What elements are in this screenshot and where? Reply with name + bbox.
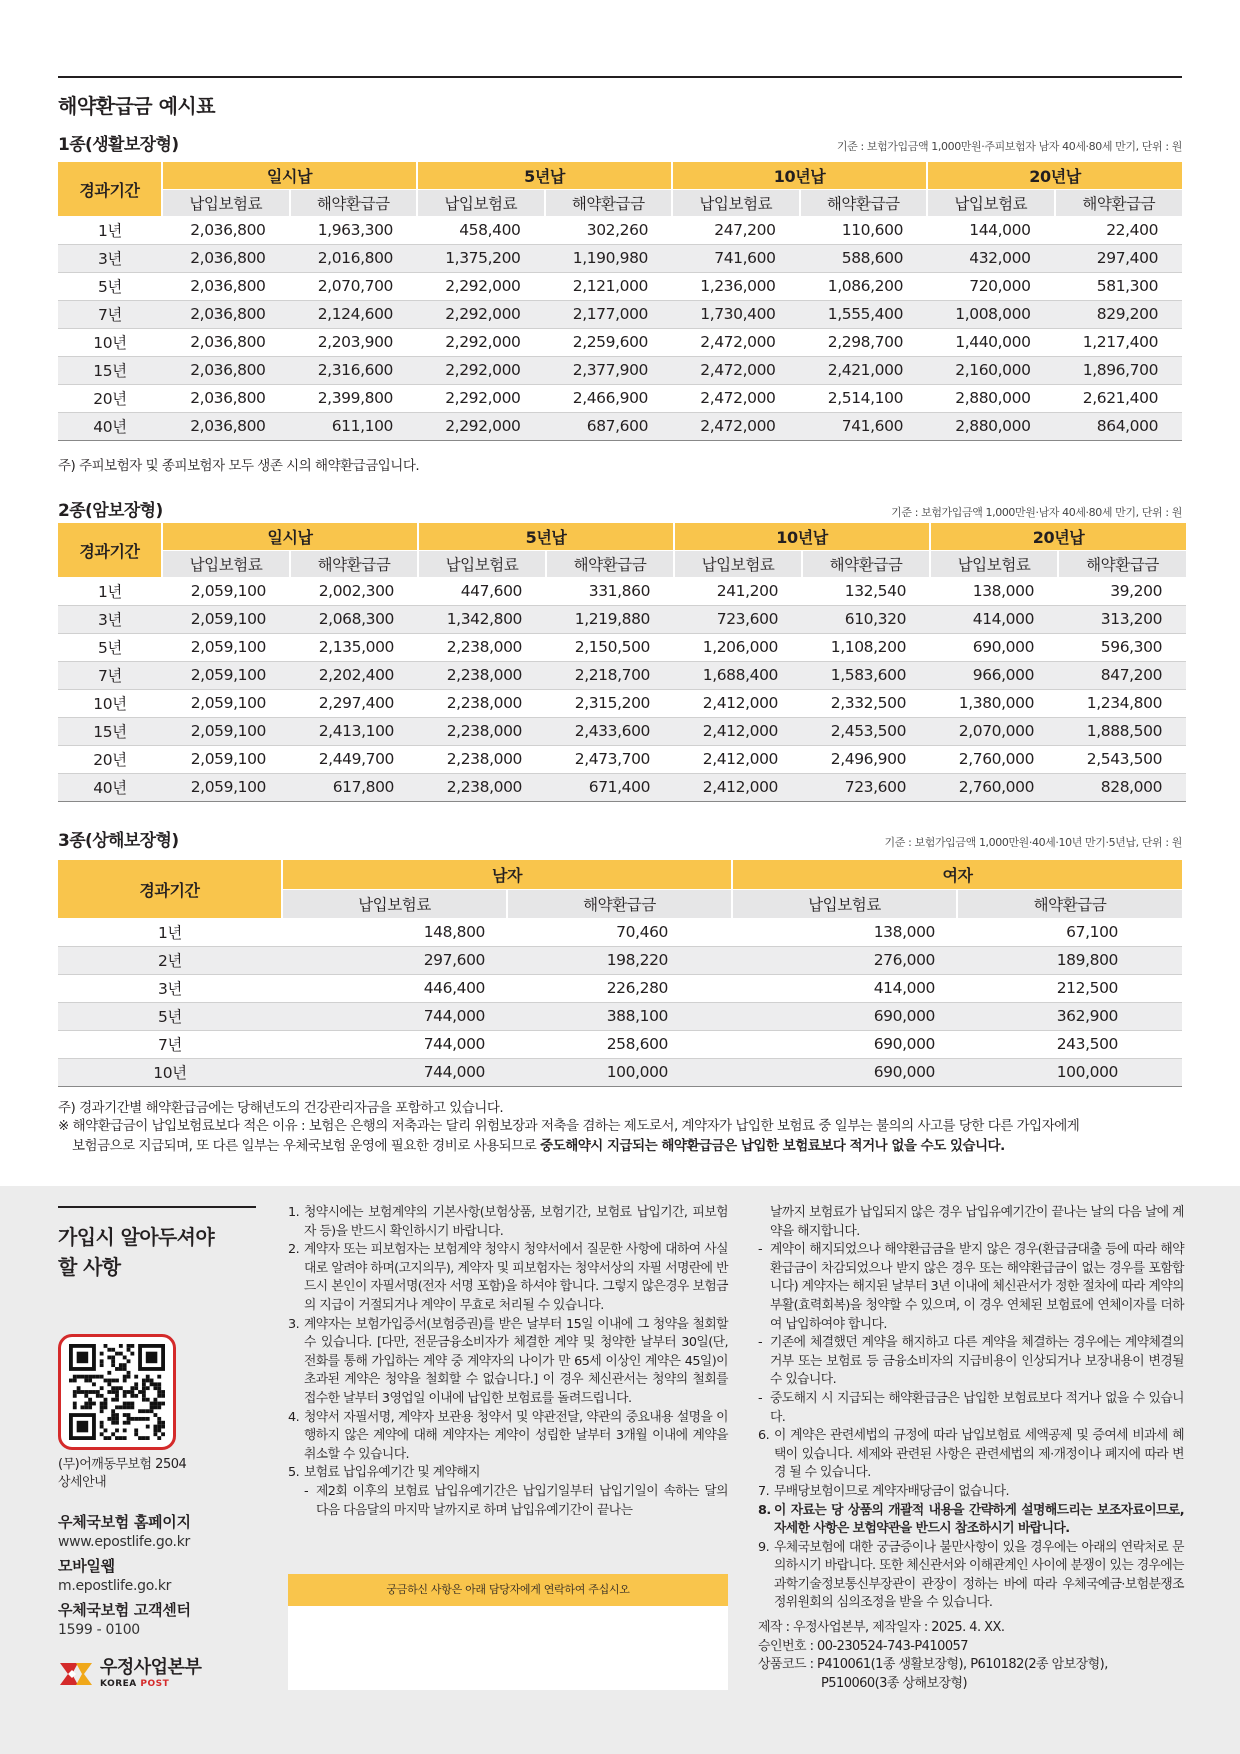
premium-cell: 2,059,100 [162,661,290,689]
refund-cell: 2,621,400 [1055,384,1183,412]
mobile-link[interactable]: m.epostlife.go.kr [58,1578,172,1594]
period-cell: 10년 [58,689,162,717]
section-1-title: 1종(생활보장형) [58,135,179,155]
premium-header: 납입보험료 [282,889,507,918]
refund-cell: 588,600 [800,244,928,272]
refund-cell: 1,217,400 [1055,328,1183,356]
notice-subitem: - 제2회 이후의 보험료 납입유예기간은 납입기일부터 납입기일이 속하는 달의 다음 다음달의 마지막 날까지로 하며 납입유예기간이 끝나는 [304,1483,728,1518]
period-cell: 10년 [58,328,162,356]
refund-cell: 2,514,100 [800,384,928,412]
section-3-footnote: 주) 경과기간별 해약환급금에는 당해년도의 건강관리자금을 포함하고 있습니다. [58,1100,504,1116]
refund-cell: 198,220 [507,946,732,974]
period-cell: 1년 [58,577,162,605]
refund-cell: 2,315,200 [546,689,674,717]
refund-cell: 2,496,900 [802,745,930,773]
notice-item-important: 8. 이 자료는 당 상품의 개괄적 내용을 간략하게 설명해드리는 보조자료이므로, 자세한 사항은 보험약관을 반드시 참조하시기 바랍니다. [758,1502,1184,1537]
refund-cell: 362,900 [957,1002,1182,1030]
refund-cell: 1,086,200 [800,272,928,300]
premium-cell: 2,070,000 [930,717,1058,745]
premium-cell: 2,238,000 [418,717,546,745]
top-rule [58,76,1182,78]
premium-cell: 2,036,800 [162,356,290,384]
premium-cell: 2,238,000 [418,633,546,661]
period-header: 경과기간 [58,162,162,216]
period-cell: 5년 [58,1002,282,1030]
group-header: 5년납 [417,162,672,189]
premium-cell: 2,472,000 [672,412,800,440]
premium-cell: 2,059,100 [162,689,290,717]
premium-cell: 2,412,000 [674,689,802,717]
korea-post-logo: 우정사업본부 KOREA POST [58,1658,201,1690]
refund-cell: 110,600 [800,216,928,244]
premium-cell: 2,880,000 [927,412,1055,440]
refund-cell: 2,121,000 [545,272,673,300]
premium-cell: 414,000 [732,974,957,1002]
table-row [58,918,1182,946]
refund-cell: 313,200 [1058,605,1186,633]
refund-cell: 67,100 [957,918,1182,946]
group-header: 일시납 [162,523,418,550]
qr-caption: (무)어깨동무보험 2504 상세안내 [58,1457,187,1490]
premium-cell: 2,472,000 [672,328,800,356]
refund-cell: 723,600 [802,773,930,801]
notice-item: 4. 청약서 자필서명, 계약자 보관용 청약서 및 약관전달, 약관의 중요내용 설명을 이행하지 않은 계약에 대해 계약자는 계약이 성립한 날부터 3개월 이내에 계약을 취소할 수 있습니다. [288,1409,728,1462]
refund-cell: 2,466,900 [545,384,673,412]
refund-cell: 741,600 [800,412,928,440]
refund-cell: 2,473,700 [546,745,674,773]
premium-cell: 1,206,000 [674,633,802,661]
section-2-title: 2종(암보장형) [58,501,163,521]
refund-cell: 2,202,400 [290,661,418,689]
refund-cell: 2,218,700 [546,661,674,689]
premium-cell: 2,036,800 [162,272,290,300]
premium-cell: 1,380,000 [930,689,1058,717]
premium-cell: 297,600 [282,946,507,974]
notice-subitem-continued: 날까지 보험료가 납입되지 않은 경우 납입유예기간이 끝나는 날의 다음 날에 계약을 해지합니다. [770,1205,1184,1239]
table-row [58,689,1186,717]
premium-cell: 148,800 [282,918,507,946]
refund-cell: 1,219,880 [546,605,674,633]
refund-cell: 2,124,600 [290,300,418,328]
call-center-phone[interactable]: 1599 - 0100 [58,1622,140,1638]
refund-cell: 2,316,600 [290,356,418,384]
refund-header: 해약환급금 [800,189,928,216]
refund-cell: 70,460 [507,918,732,946]
refund-cell: 100,000 [507,1058,732,1086]
refund-cell: 1,234,800 [1058,689,1186,717]
premium-cell: 458,400 [417,216,545,244]
premium-cell: 2,412,000 [674,773,802,801]
group-header: 일시납 [162,162,417,189]
refund-cell: 2,332,500 [802,689,930,717]
table-row [58,773,1186,801]
premium-cell: 966,000 [930,661,1058,689]
premium-cell: 2,059,100 [162,717,290,745]
refund-cell: 2,068,300 [290,605,418,633]
premium-cell: 2,238,000 [418,689,546,717]
premium-cell: 414,000 [930,605,1058,633]
premium-cell: 2,036,800 [162,244,290,272]
premium-header: 납입보험료 [672,189,800,216]
table-row [58,946,1182,974]
premium-cell: 432,000 [927,244,1055,272]
premium-cell: 690,000 [732,1058,957,1086]
table-row [58,244,1182,272]
refund-header: 해약환급금 [290,550,418,577]
premium-cell: 144,000 [927,216,1055,244]
notice-item: 5. 보험료 납입유예기간 및 계약해지 [288,1465,480,1481]
section-1-footnote: 주) 주피보험자 및 종피보험자 모두 생존 시의 해약환급금입니다. [58,458,420,474]
period-cell: 20년 [58,384,162,412]
refund-cell: 1,583,600 [802,661,930,689]
contact-info [58,1512,258,1640]
notice-list-right [758,1204,1184,1693]
surrender-table-1 [58,162,1182,441]
notice-item: 3. 계약자는 보험가입증서(보험증권)를 받은 날부터 15일 이내에 그 청약을 철회할 수 있습니다. [다만, 전문금융소비자가 체결한 계약 및 청약한 날부터 30일(단, 전화를 통해 가입하는 계약 중 계약자의 나이가 만 65세 이상인 계약은 45일)이 초과된 계약은 청약을 철회할 수 없습니다.] 이 경우 체신관서는 청약의 철회를 접수한 날부터 3영업일 이내에 납입한 보험료를 돌려드립니다. [288,1316,728,1406]
premium-header: 납입보험료 [162,550,290,577]
refund-cell: 331,860 [546,577,674,605]
premium-cell: 2,059,100 [162,745,290,773]
section-3-title: 3종(상해보장형) [58,831,179,851]
refund-cell: 2,453,500 [802,717,930,745]
refund-cell: 2,433,600 [546,717,674,745]
premium-cell: 2,036,800 [162,384,290,412]
period-header: 경과기간 [58,860,282,918]
qr-code-icon [69,1344,165,1440]
period-cell: 40년 [58,412,162,440]
period-cell: 40년 [58,773,162,801]
surrender-table-3 [58,860,1182,1087]
premium-header: 납입보험료 [732,889,957,918]
refund-header: 해약환급금 [802,550,930,577]
table-row [58,1058,1182,1086]
premium-cell: 2,760,000 [930,773,1058,801]
group-header: 10년납 [672,162,927,189]
premium-cell: 2,292,000 [417,300,545,328]
refund-header: 해약환급금 [1055,189,1183,216]
premium-cell: 447,600 [418,577,546,605]
period-cell: 15년 [58,356,162,384]
premium-cell: 690,000 [732,1030,957,1058]
premium-cell: 2,292,000 [417,384,545,412]
premium-cell: 138,000 [732,918,957,946]
refund-cell: 2,016,800 [290,244,418,272]
notice-item: 6. 이 계약은 관련세법의 규정에 따라 납입보험료 세액공제 및 증여세 비과세 혜택이 있습니다. 세제와 관련된 사항은 관련세법의 제·개정이나 폐지에 따라 변경 될 수 있습니다. [758,1428,1184,1481]
premium-cell: 2,160,000 [927,356,1055,384]
premium-cell: 276,000 [732,946,957,974]
group-header: 10년납 [674,523,930,550]
premium-cell: 723,600 [674,605,802,633]
refund-cell: 1,108,200 [802,633,930,661]
premium-cell: 241,200 [674,577,802,605]
contact-bar: 궁금하신 사항은 아래 담당자에게 연락하여 주십시오 [288,1574,728,1606]
premium-cell: 2,059,100 [162,773,290,801]
premium-cell: 690,000 [732,1002,957,1030]
premium-cell: 1,375,200 [417,244,545,272]
premium-cell: 1,342,800 [418,605,546,633]
period-cell: 5년 [58,272,162,300]
group-header: 남자 [282,860,732,889]
refund-cell: 617,800 [290,773,418,801]
refund-cell: 828,000 [1058,773,1186,801]
group-header: 20년납 [927,162,1182,189]
premium-header: 납입보험료 [417,189,545,216]
section-1-note: 기준 : 보험가입금액 1,000만원·주피보험자 남자 40세·80세 만기, 단위 : 원 [836,140,1182,153]
refund-cell: 2,259,600 [545,328,673,356]
premium-cell: 2,036,800 [162,412,290,440]
refund-cell: 39,200 [1058,577,1186,605]
notice-item: 7. 무배당보험이므로 계약자배당금이 없습니다. [758,1483,1009,1499]
section-2-note: 기준 : 보험가입금액 1,000만원·남자 40세·80세 만기, 단위 : 원 [891,506,1182,519]
refund-cell: 829,200 [1055,300,1183,328]
homepage-link[interactable]: www.epostlife.go.kr [58,1534,190,1550]
premium-header: 납입보험료 [418,550,546,577]
period-cell: 7년 [58,1030,282,1058]
premium-cell: 690,000 [930,633,1058,661]
period-cell: 20년 [58,745,162,773]
period-cell: 1년 [58,918,282,946]
refund-cell: 2,177,000 [545,300,673,328]
premium-cell: 1,730,400 [672,300,800,328]
table-row [58,272,1182,300]
table-row [58,300,1182,328]
refund-cell: 2,070,700 [290,272,418,300]
notice-item: 9. 우체국보험에 대한 궁금증이나 불만사항이 있을 경우에는 아래의 연락처로 문의하시기 바랍니다. 또한 체신관서와 이해관계인 사이에 분쟁이 있는 경우에는 과학기술정보통신부장관이 관장이 정하는 바에 따라 우체국예금·보험분쟁조정위원회의 심의조정을 받을 수 있습니다. [758,1539,1184,1611]
period-cell: 7년 [58,300,162,328]
table-row [58,577,1186,605]
premium-cell: 744,000 [282,1002,507,1030]
notice-subitem: - 기존에 체결했던 계약을 해지하고 다른 계약을 체결하는 경우에는 계약체결의 거부 또는 보험료 등 금융소비자의 지급비용이 인상되거나 보장내용이 변경될 수 있습니다. [758,1335,1184,1388]
refund-cell: 581,300 [1055,272,1183,300]
refund-header: 해약환급금 [546,550,674,577]
production-info: 제작 : 우정사업본부, 제작일자 : 2025. 4. XX. 승인번호 : 00-230524-743-P410057 상품코드 : P410061(1종 생활보장형), P610182(2종 암보장형), P510060(3종 상해보장형) [758,1620,1108,1691]
refund-cell: 847,200 [1058,661,1186,689]
premium-header: 납입보험료 [930,550,1058,577]
premium-cell: 2,036,800 [162,328,290,356]
table-row [58,745,1186,773]
refund-cell: 2,203,900 [290,328,418,356]
refund-cell: 22,400 [1055,216,1183,244]
refund-cell: 2,002,300 [290,577,418,605]
refund-cell: 388,100 [507,1002,732,1030]
premium-cell: 2,292,000 [417,412,545,440]
premium-cell: 2,059,100 [162,605,290,633]
table-row [58,328,1182,356]
premium-cell: 247,200 [672,216,800,244]
korea-post-logo-icon [58,1659,94,1689]
period-cell: 15년 [58,717,162,745]
page-title: 해약환급금 예시표 [58,94,216,118]
surrender-reason-note: ※ 해약환급금이 납입보험료보다 적은 이유 : 보험은 은행의 저축과는 달리 위험보장과 저축을 겸하는 제도로서, 계약자가 납입한 보험료 중 일부는 불의의 사고를 당한 다른 가입자에게 보험금으로 지급되며, 또 다른 일부는 우체국보험 운영에 필요한 경비로 사용되므로 중도해약시 지급되는 해약환급금은 납입한 보험료보다 적거나 없을 수도 있습니다. [58,1118,1080,1154]
table-row [58,974,1182,1002]
refund-cell: 2,413,100 [290,717,418,745]
refund-cell: 864,000 [1055,412,1183,440]
premium-cell: 138,000 [930,577,1058,605]
refund-cell: 1,555,400 [800,300,928,328]
period-cell: 3년 [58,605,162,633]
refund-cell: 1,190,980 [545,244,673,272]
refund-header: 해약환급금 [957,889,1182,918]
notice-list-left [288,1204,728,1520]
notice-item: 1. 청약시에는 보험계약의 기본사항(보험상품, 보험기간, 보험료 납입기간, 피보험자 등)을 반드시 확인하시기 바랍니다. [288,1205,728,1239]
period-cell: 5년 [58,633,162,661]
refund-header: 해약환급금 [1058,550,1186,577]
period-cell: 1년 [58,216,162,244]
refund-cell: 2,135,000 [290,633,418,661]
refund-cell: 189,800 [957,946,1182,974]
notice-subitem: - 중도해지 시 지급되는 해약환급금은 납입한 보험료보다 적거나 없을 수 있습니다. [758,1390,1184,1425]
notice-item: 2. 계약자 또는 피보험자는 보험계약 청약시 청약서에서 질문한 사항에 대하여 사실대로 알려야 하며(고지의무), 계약자 및 피보험자는 청약서상의 자필 서명란에 반드시 본인이 자필서명(전자 서명 포함)을 하셔야 합니다. 그렇지 않은경우 보험금의 지급이 거절되거나 계약이 무효로 처리될 수 있습니다. [288,1242,728,1313]
premium-cell: 2,238,000 [418,773,546,801]
notice-panel [0,1186,1240,1754]
table-row [58,412,1182,440]
refund-cell: 1,888,500 [1058,717,1186,745]
table-row [58,356,1182,384]
surrender-table-2 [58,523,1186,802]
premium-cell: 2,292,000 [417,272,545,300]
group-header: 20년납 [930,523,1186,550]
refund-cell: 2,399,800 [290,384,418,412]
premium-cell: 2,880,000 [927,384,1055,412]
premium-cell: 2,292,000 [417,328,545,356]
notice-subitem: - 계약이 해지되었으나 해약환급금을 받지 않은 경우(환급금대출 등에 따라 해약환급금이 차감되었으나 받지 않은 경우 또는 해약환급금이 없는 경우를 포함합니다) 계약자는 해지된 날부터 3년 이내에 체신관서가 정한 절차에 따라 계약의 부활(효력회복)을 청약할 수 있으며, 이 경우 연체된 보험료에 연체이자를 더하여 납입하여야 합니다. [758,1242,1184,1332]
refund-cell: 2,297,400 [290,689,418,717]
refund-cell: 132,540 [802,577,930,605]
premium-cell: 2,472,000 [672,384,800,412]
premium-cell: 1,440,000 [927,328,1055,356]
premium-cell: 744,000 [282,1030,507,1058]
period-header: 경과기간 [58,523,162,577]
refund-cell: 2,543,500 [1058,745,1186,773]
refund-cell: 2,449,700 [290,745,418,773]
refund-cell: 610,320 [802,605,930,633]
table-row [58,1002,1182,1030]
refund-cell: 258,600 [507,1030,732,1058]
notice-rule [58,1206,256,1208]
premium-cell: 2,238,000 [418,661,546,689]
notice-title: 가입시 알아두셔야 할 사항 [58,1225,215,1279]
table-row [58,633,1186,661]
table-row [58,661,1186,689]
premium-cell: 2,472,000 [672,356,800,384]
refund-cell: 2,377,900 [545,356,673,384]
group-header: 여자 [732,860,1182,889]
premium-cell: 720,000 [927,272,1055,300]
qr-code[interactable] [58,1334,176,1450]
refund-cell: 243,500 [957,1030,1182,1058]
table-row [58,605,1186,633]
premium-cell: 2,412,000 [674,717,802,745]
premium-header: 납입보험료 [162,189,290,216]
refund-cell: 226,280 [507,974,732,1002]
refund-cell: 100,000 [957,1058,1182,1086]
table-row [58,384,1182,412]
premium-cell: 2,036,800 [162,300,290,328]
homepage-label: 우체국보험 홈페이지 [58,1513,191,1531]
refund-cell: 302,260 [545,216,673,244]
premium-cell: 2,036,800 [162,216,290,244]
premium-cell: 446,400 [282,974,507,1002]
premium-cell: 2,760,000 [930,745,1058,773]
refund-cell: 671,400 [546,773,674,801]
refund-header: 해약환급금 [290,189,418,216]
refund-cell: 611,100 [290,412,418,440]
premium-header: 납입보험료 [674,550,802,577]
table-row [58,216,1182,244]
premium-cell: 2,412,000 [674,745,802,773]
premium-header: 납입보험료 [927,189,1055,216]
table-row [58,717,1186,745]
table-row [58,1030,1182,1058]
premium-cell: 2,059,100 [162,577,290,605]
refund-cell: 1,896,700 [1055,356,1183,384]
refund-cell: 212,500 [957,974,1182,1002]
period-cell: 3년 [58,244,162,272]
premium-cell: 741,600 [672,244,800,272]
period-cell: 7년 [58,661,162,689]
mobile-label: 모바일웹 [58,1557,115,1575]
refund-header: 해약환급금 [507,889,732,918]
contact-box [288,1574,728,1690]
period-cell: 2년 [58,946,282,974]
refund-cell: 2,150,500 [546,633,674,661]
refund-cell: 2,298,700 [800,328,928,356]
premium-cell: 1,688,400 [674,661,802,689]
premium-cell: 2,059,100 [162,633,290,661]
refund-cell: 687,600 [545,412,673,440]
section-3-note: 기준 : 보험가입금액 1,000만원·40세·10년 만기·5년납, 단위 : 원 [884,836,1182,849]
group-header: 5년납 [418,523,674,550]
premium-cell: 2,292,000 [417,356,545,384]
period-cell: 3년 [58,974,282,1002]
premium-cell: 2,238,000 [418,745,546,773]
call-center-label: 우체국보험 고객센터 [58,1601,191,1619]
refund-cell: 1,963,300 [290,216,418,244]
period-cell: 10년 [58,1058,282,1086]
refund-header: 해약환급금 [545,189,673,216]
refund-cell: 2,421,000 [800,356,928,384]
refund-cell: 297,400 [1055,244,1183,272]
premium-cell: 1,008,000 [927,300,1055,328]
refund-cell: 596,300 [1058,633,1186,661]
premium-cell: 1,236,000 [672,272,800,300]
premium-cell: 744,000 [282,1058,507,1086]
